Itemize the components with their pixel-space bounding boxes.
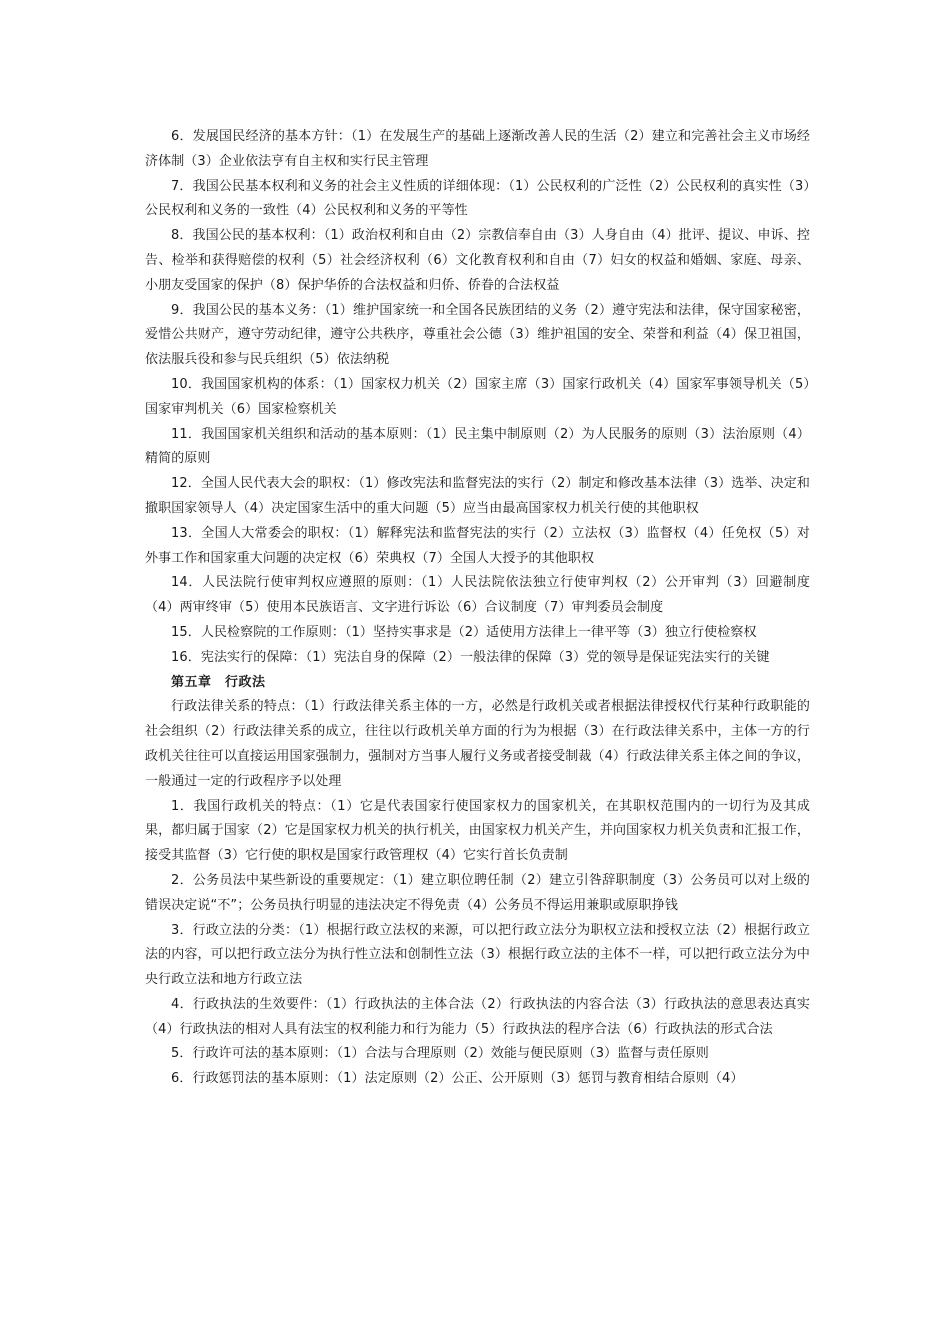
chapter-heading: 第五章 行政法	[171, 674, 266, 690]
paragraph-ch5-item-4: 4．行政执法的生效要件：（1）行政执法的主体合法（2）行政执法的内容合法（3）行政执法的意思表达真实（4）行政执法的相对人具有法宝的权利能力和行为能力（5）行政执法的程序合法（6）行政执法的形式合法	[145, 996, 810, 1037]
paragraph-ch5-item-6: 6．行政惩罚法的基本原则：（1）法定原则（2）公正、公开原则（3）惩罚与教育相结合原则（4）	[171, 1071, 744, 1087]
paragraph-ch5-item-5: 5．行政许可法的基本原则：（1）合法与合理原则（2）效能与便民原则（3）监督与责任原则	[171, 1046, 709, 1062]
paragraph-item-10: 10．我国国家机构的体系：（1）国家权力机关（2）国家主席（3）国家行政机关（4）国家军事领导机关（5）国家审判机关（6）国家检察机关	[145, 376, 810, 417]
paragraph-item-13: 13．全国人大常委会的职权：（1）解释宪法和监督宪法的实行（2）立法权（3）监督权（4）任免权（5）对外事工作和国家重大问题的决定权（6）荣典权（7）全国人大授予的其他职权	[145, 525, 810, 566]
paragraph-item-6: 6．发展国民经济的基本方针：（1）在发展生产的基础上逐渐改善人民的生活（2）建立和完善社会主义市场经济体制（3）企业依法亨有自主权和实行民主管理	[145, 129, 810, 169]
paragraph-item-11: 11．我国国家机关组织和活动的基本原则：（1）民主集中制原则（2）为人民服务的原则（3）法治原则（4）精简的原则	[145, 426, 810, 467]
paragraph-item-14: 14．人民法院行使审判权应遵照的原则：（1）人民法院依法独立行使审判权（2）公开审判（3）回避制度（4）两审终审（5）使用本民族语言、文字进行诉讼（6）合议制度（7）审判委员会制度	[145, 575, 810, 616]
paragraph-item-15: 15．人民检察院的工作原则：（1）坚持实事求是（2）适使用方法律上一律平等（3）独立行使检察权	[171, 624, 757, 640]
paragraph-item-7: 7．我国公民基本权利和义务的社会主义性质的详细体现：（1）公民权利的广泛性（2）公民权利的真实性（3）公民权利和义务的一致性（4）公民权利和义务的平等性	[145, 178, 810, 219]
paragraph-item-9: 9．我国公民的基本义务：（1）维护国家统一和全国各民族团结的义务（2）遵守宪法和法律，保守国家秘密，爱惜公共财产，遵守劳动纪律，遵守公共秩序，尊重社会公德（3）维护祖国的安全、荣誉和利益（4）保卫祖国，依法服兵役和参与民兵组织（5）依法纳税	[145, 302, 810, 368]
paragraph-ch5-item-3: 3．行政立法的分类：（1）根据行政立法权的来源，可以把行政立法分为职权立法和授权立法（2）根据行政立法的内容，可以把行政立法分为执行性立法和创制性立法（3）根据行政立法的主体不一样，可以把行政立法分为中央行政立法和地方行政立法	[145, 922, 810, 988]
paragraph-ch5-item-1: 1．我国行政机关的特点：（1）它是代表国家行使国家权力的国家机关，在其职权范围内的一切行为及其成果，都归属于国家（2）它是国家权力机关的执行机关，由国家权力机关产生，并向国家权力机关负责和汇报工作，接受其监督（3）它行使的职权是国家行政管理权（4）它实行首长负责制	[145, 798, 810, 864]
paragraph-ch5-item-2: 2．公务员法中某些新设的重要规定：（1）建立职位聘任制（2）建立引咎辞职制度（3）公务员可以对上级的错误决定说“不”；公务员执行明显的违法决定不得免责（4）公务员不得运用兼职或原职挣钱	[145, 872, 810, 913]
paragraph-item-12: 12．全国人民代表大会的职权：（1）修改宪法和监督宪法的实行（2）制定和修改基本法律（3）选举、决定和撤职国家领导人（4）决定国家生活中的重大问题（5）应当由最高国家权力机关行使的其他职权	[145, 476, 810, 516]
paragraph-intro: 行政法律关系的特点：（1）行政法律关系主体的一方，必然是行政机关或者根据法律授权代行某种行政职能的社会组织（2）行政法律关系的成立，往往以行政机关单方面的行为为根据（3）在行政法律关系中，主体一方的行政机关往往可以直接运用国家强制力，强制对方当事人履行义务或者接受制裁（4）行政法律关系主体之间的争议，一般通过一定的行政程序予以处理	[145, 699, 810, 789]
paragraph-item-16: 16．宪法实行的保障：（1）宪法自身的保障（2）一般法律的保障（3）党的领导是保证宪法实行的关键	[171, 649, 770, 665]
document-body	[145, 125, 810, 1092]
paragraph-item-8: 8．我国公民的基本权利：（1）政治权利和自由（2）宗教信奉自由（3）人身自由（4）批评、提议、申诉、控告、检举和获得赔偿的权利（5）社会经济权利（6）文化教育权利和自由（7）妇女的权益和婚姻、家庭、母亲、小朋友受国家的保护（8）保护华侨的合法权益和归侨、侨眷的合法权益	[145, 228, 810, 293]
